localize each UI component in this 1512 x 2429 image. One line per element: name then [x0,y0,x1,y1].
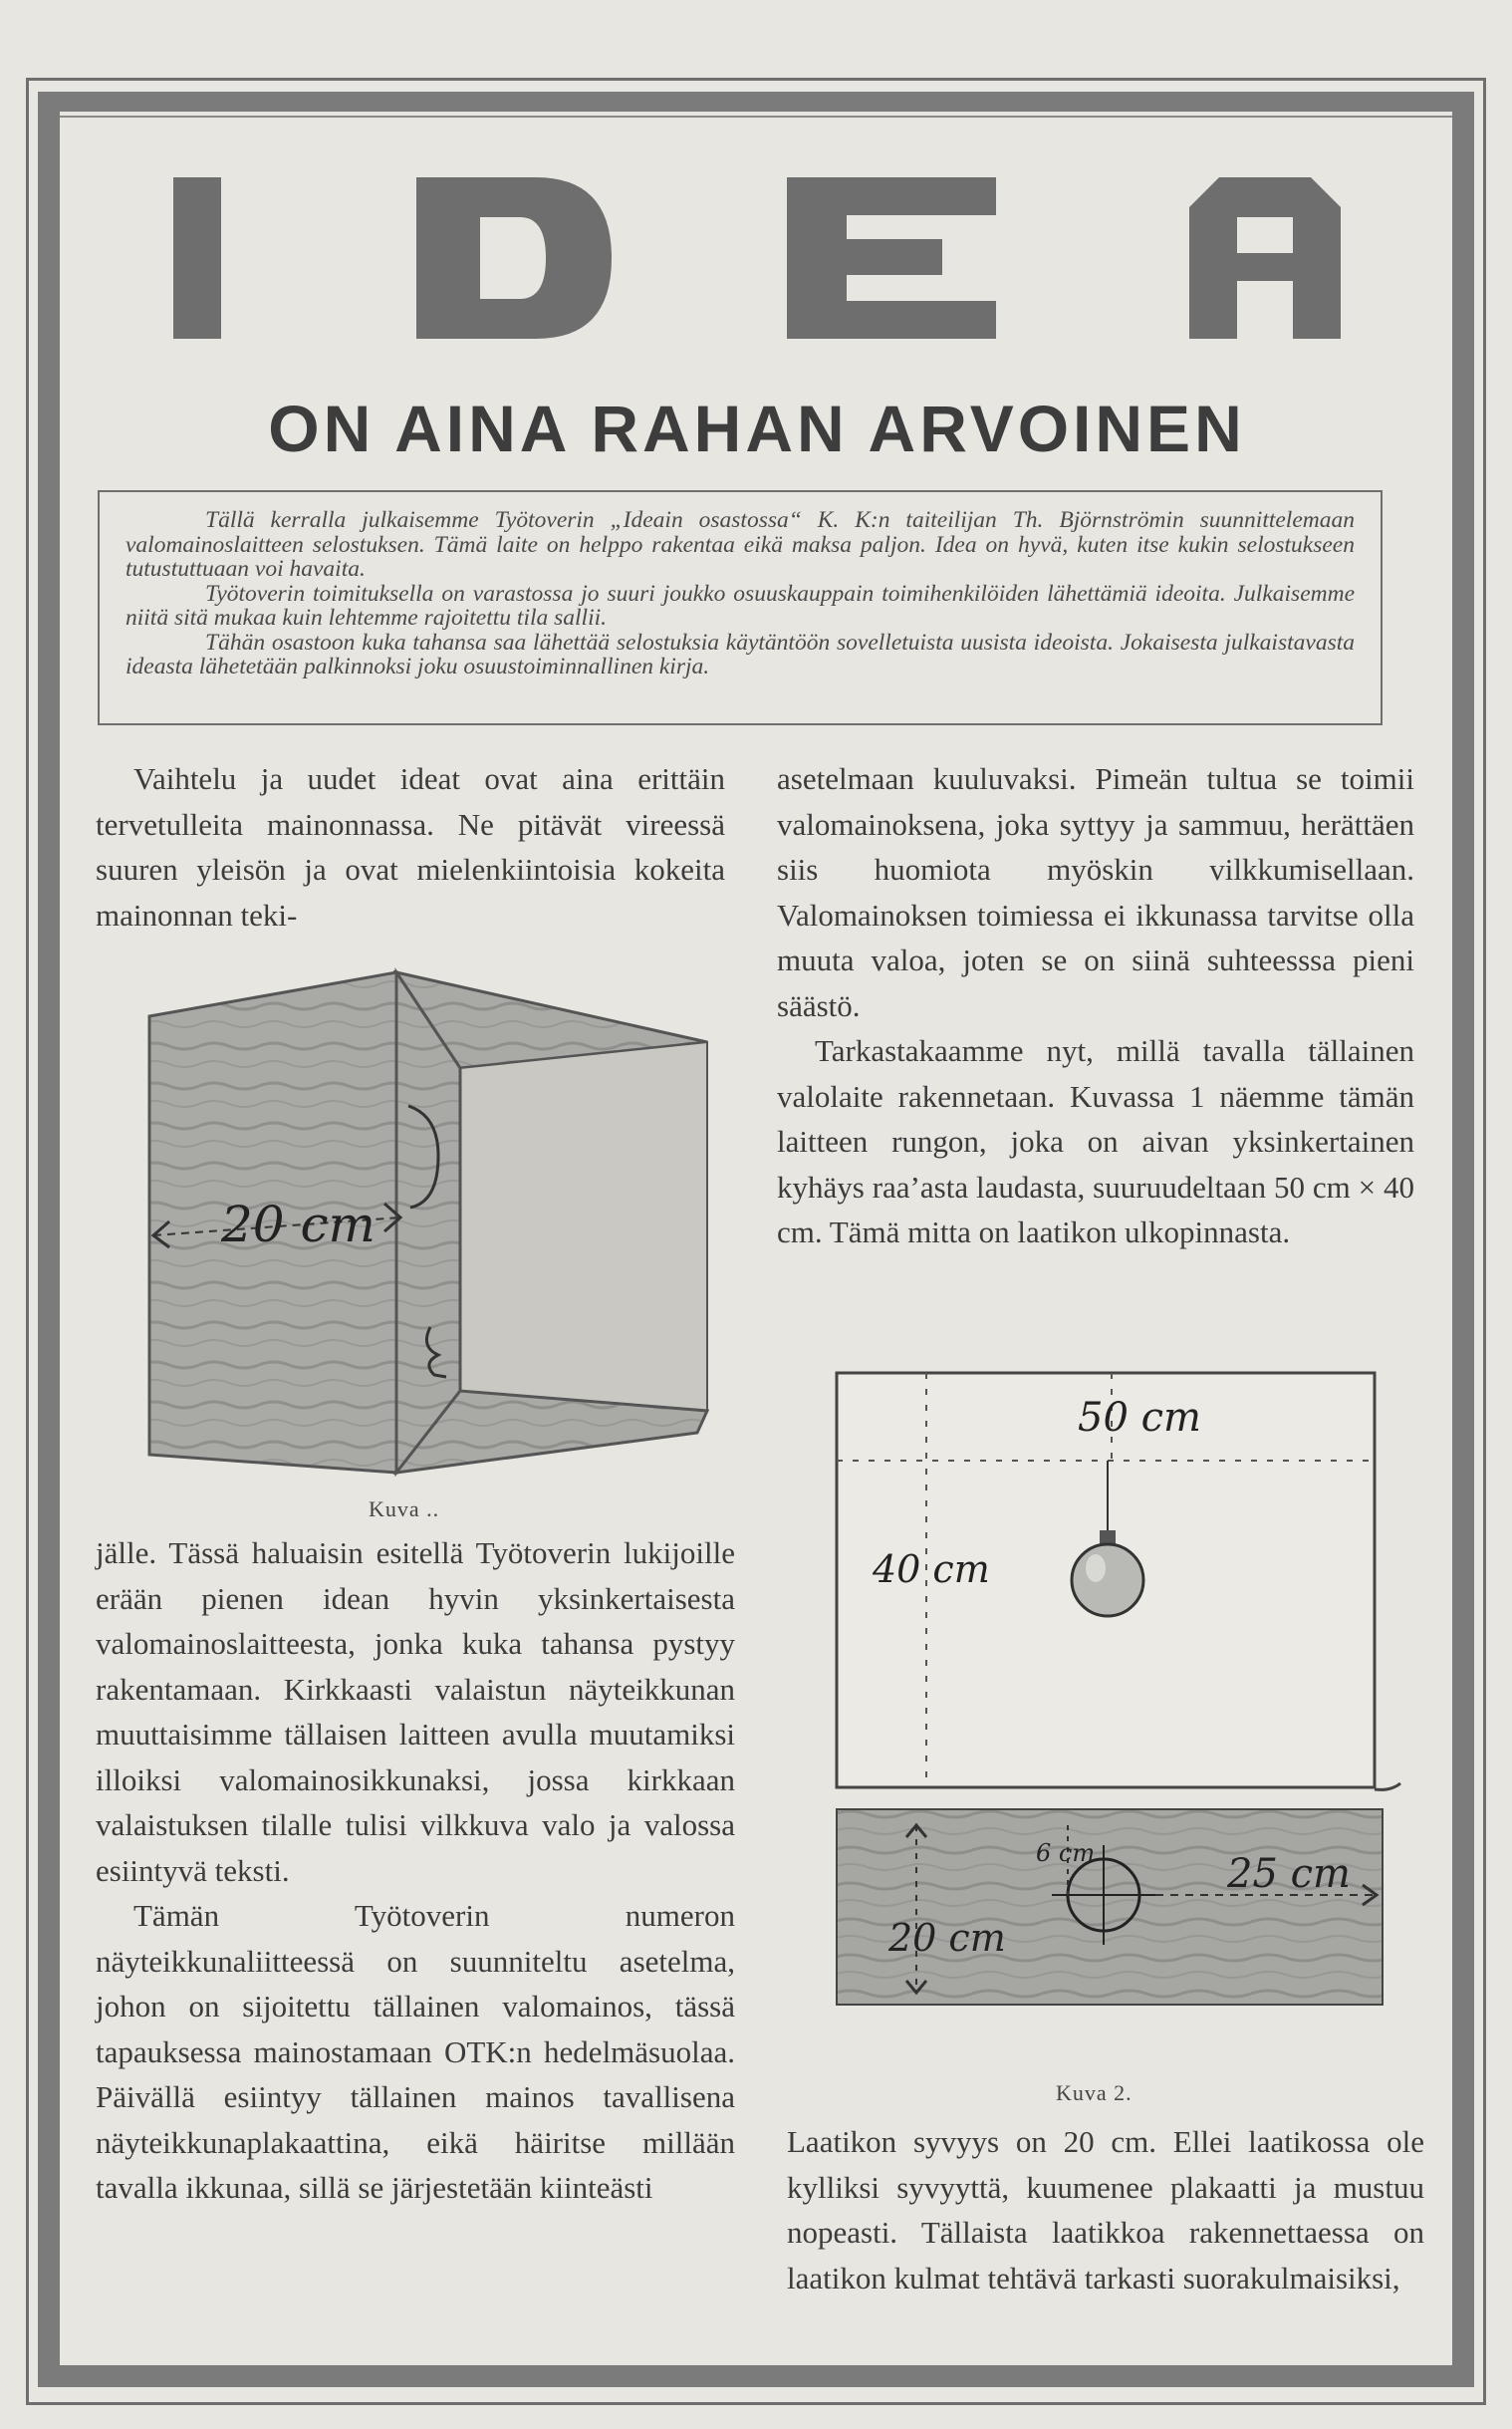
frame-bar-bottom [38,2365,1474,2387]
article-column-right-bottom [787,2119,1424,2300]
figure-2-width-label: 50 cm [1078,1395,1201,1441]
article-paragraph: Vaihtelu ja uudet ideat ovat aina erittäin tervetulleita mainonnassa. Ne pitävät vireessä suuren yleisön ja ovat mielenkiintoisia kokeita mainonnan teki- [96,761,725,933]
figure-2-front-view [827,1365,1424,1803]
bulb-socket [1100,1530,1116,1544]
article-paragraph: Laatikon syvyys on 20 cm. Ellei laatikossa ole kylliksi syvyyttä, kuumenee plakaatti ja mustuu nopeasti. Tällaista laatikkoa rakennettaessa on laatikon kulmat tehtävä tarkasti suorakulmaisiksi, [787,2124,1424,2295]
masthead-letter-i [173,177,221,339]
intro-box [98,490,1383,725]
article-column-left-top [96,756,725,938]
figure-1-caption: Kuva .. [369,1496,440,1521]
article-paragraph: jälle. Tässä haluaisin esitellä Työtoverin lukijoille erään pienen idean hyvin yksinkertaisesta valomainoslaitteesta, jonka kuka tahansa pystyy rakentamaan. Kirkkaasti valaistun näyteikkunan muuttaisimme tällaisen laitteen avulla muutamiksi illoiksi valomainosikkunaksi, jossa kirkkaan valaistuksen tilalle tulisi vilkkuva valo ja valossa esiintyvä teksti. [96,1535,735,1888]
frame-bar-top [38,92,1474,112]
figure-2-caption: Kuva 2. [1056,2080,1133,2105]
figure-2-distance-label: 25 cm [1227,1851,1351,1897]
masthead-letter-d [416,177,612,339]
figure-2-offset-label: 6 cm [1036,1839,1096,1867]
article-column-right-top [777,756,1414,1255]
frame-bar-right [1452,112,1474,2365]
article-column-left-bottom [96,1530,735,2211]
article-paragraph: Tarkastakaamme nyt, millä tavalla tällainen valolaite rakennetaan. Kuvassa 1 näemme tämän laitteen rungon, joka on aivan yksinkertainen kyhäys raa’asta laudasta, suuruudeltaan 50 cm × 40 cm. Tämä mitta on laatikon ulkopinnasta. [777,1033,1414,1249]
figure-2-height-label: 40 cm [873,1547,990,1591]
box-back-panel [460,1042,707,1411]
figure-1-dimension-label: 20 cm [221,1196,376,1253]
masthead-letter-a [1189,177,1341,339]
article-paragraph: asetelmaan kuuluvaksi. Pimeän tultua se toimii valomainoksena, joka syttyy ja sammuu, herättäen siis huomiota myöskin vilkkumisellaan. Valomainoksen toimiessa ei ikkunassa tarvitse olla muuta valoa, joten se on siinä suhteesssa pieni säästö. [777,761,1414,1023]
bulb-highlight [1086,1554,1106,1582]
light-bulb [1072,1544,1143,1616]
article-paragraph: Tämän Työtoverin numeron näyteikkunaliitteessä on suunniteltu asetelma, johon on sijoitettu tällainen valomainos, tässä tapauksessa mainostamaan OTK:n hedelmäsuolaa. Päivällä esiintyy tällainen mainos tavallisena näyteikkunaplakaattina, eikä häiritse millään tavalla ikkunaa, sillä se järjestetään kiinteästi [96,1898,735,2205]
masthead-letter-e [787,177,996,339]
figure-1-box-drawing [139,956,717,1484]
figure-2-top-view [833,1805,1390,2011]
frame-tab [1375,1783,1400,1789]
figure-2-depth-label: 20 cm [888,1916,1006,1960]
intro-paragraph: Tähän osastoon kuka tahansa saa lähettää selostuksia käytäntöön sovelletuista uusista ideoista. Jokaisesta julkaistavasta ideasta lähetetään palkinnoksi joku osuustoiminnallinen kirja. [126,629,1355,679]
frame-rule [60,116,1452,118]
intro-paragraph: Työtoverin toimituksella on varastossa jo suuri joukko osuuskauppain toimihenkilöiden lähettämiä ideoita. Julkaisemme niitä sitä mukaa kuin lehtemme rajoitettu tila sallii. [126,580,1355,631]
frame-bar-left [38,112,60,2365]
intro-paragraph: Tällä kerralla julkaisemme Työtoverin „Ideain osastossa“ K. K:n taiteilijan Th. Björnströmin suunnittelemaan valomainoslaitteen selostuksen. Tämä laite on helppo rakentaa eikä maksa paljon. Idea on hyvä, kuten itse kukin selostukseen tutustuttuaan voi havaita. [126,507,1355,582]
top-view-board [837,1809,1383,2005]
headline: ON AINA RAHAN ARVOINEN [268,392,1246,465]
